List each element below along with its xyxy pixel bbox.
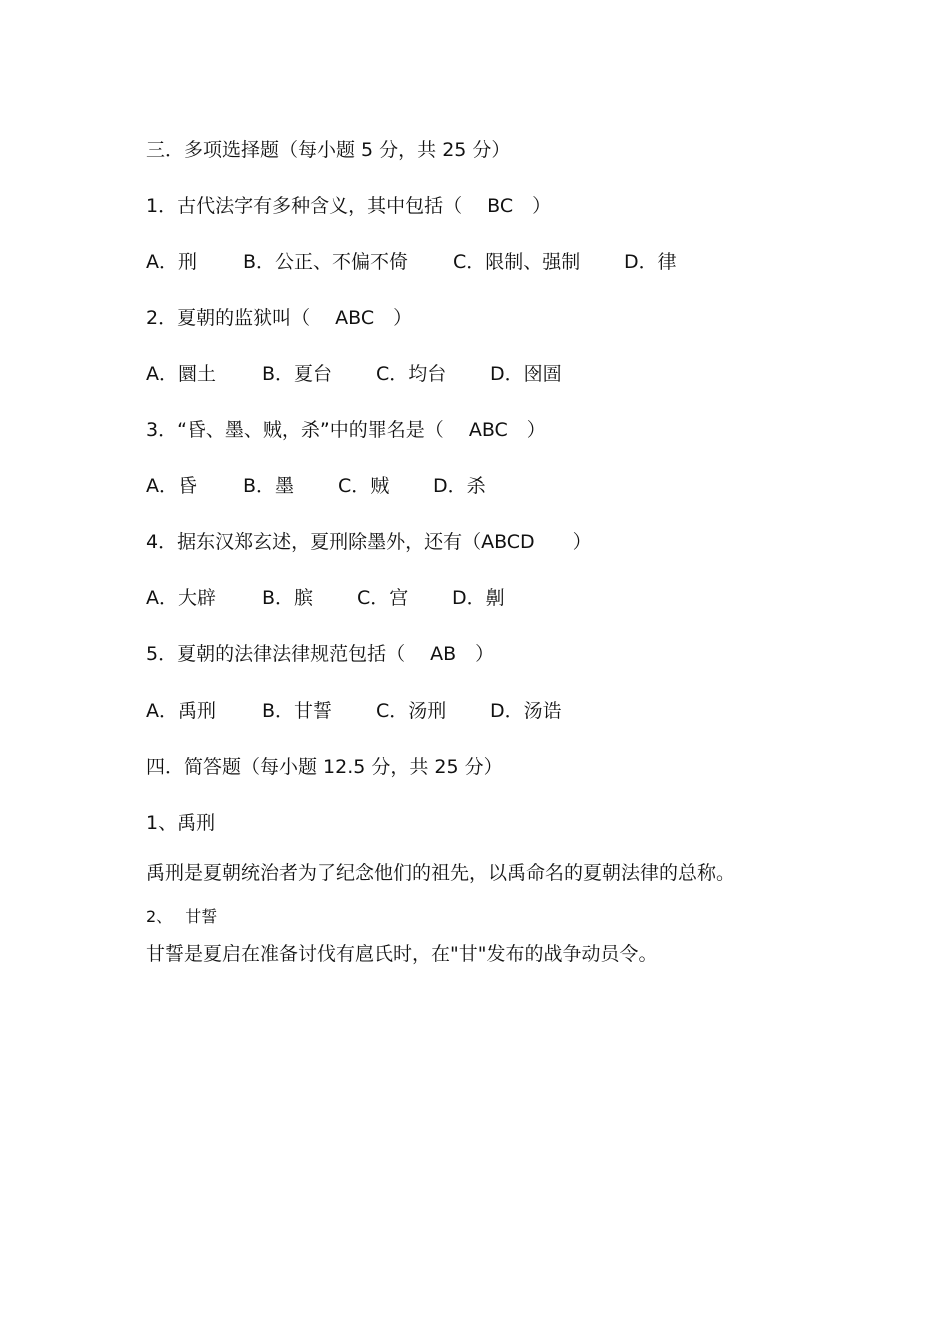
- question-5-stem: 5．夏朝的法律法律规范包括（ AB ）: [146, 643, 495, 665]
- option-a: A．禹刑: [146, 700, 216, 722]
- option-c: C．均台: [376, 363, 447, 385]
- short-answer-2-heading: 2、 甘誓: [146, 907, 218, 926]
- option-a: A．昏: [146, 475, 197, 497]
- option-d: D．杀: [433, 475, 486, 497]
- question-1-stem: 1．古代法字有多种含义，其中包括（ BC ）: [146, 195, 552, 217]
- option-b: B．膑: [262, 587, 314, 609]
- section-4-title: 四．简答题（每小题 12.5 分，共 25 分）: [146, 756, 503, 778]
- option-d: D．劓: [452, 587, 505, 609]
- option-b: B．公正、不偏不倚: [243, 251, 409, 273]
- option-d: D．囹圄: [490, 363, 562, 385]
- question-4-stem: 4．据东汉郑玄述，夏刑除墨外，还有（ABCD ）: [146, 531, 592, 553]
- option-c: C．限制、强制: [453, 251, 581, 273]
- option-a: A．刑: [146, 251, 197, 273]
- question-2-stem: 2．夏朝的监狱叫（ ABC ）: [146, 307, 413, 329]
- option-d: D．律: [624, 251, 677, 273]
- option-b: B．甘誓: [262, 700, 333, 722]
- option-c: C．宫: [357, 587, 409, 609]
- option-a: A．圜土: [146, 363, 216, 385]
- short-answer-2-text: 甘誓是夏启在准备讨伐有扈氏时，在"甘"发布的战争动员令。: [146, 943, 658, 965]
- short-answer-1-heading: 1、禹刑: [146, 812, 216, 834]
- option-a: A．大辟: [146, 587, 216, 609]
- option-c: C．贼: [338, 475, 390, 497]
- section-3-title: 三．多项选择题（每小题 5 分，共 25 分）: [146, 139, 511, 161]
- short-answer-1-text: 禹刑是夏朝统治者为了纪念他们的祖先，以禹命名的夏朝法律的总称。: [146, 862, 736, 884]
- option-b: B．墨: [243, 475, 295, 497]
- option-d: D．汤诰: [490, 700, 562, 722]
- question-3-stem: 3．“昏、墨、贼，杀”中的罪名是（ ABC ）: [146, 419, 546, 441]
- option-b: B．夏台: [262, 363, 333, 385]
- option-c: C．汤刑: [376, 700, 447, 722]
